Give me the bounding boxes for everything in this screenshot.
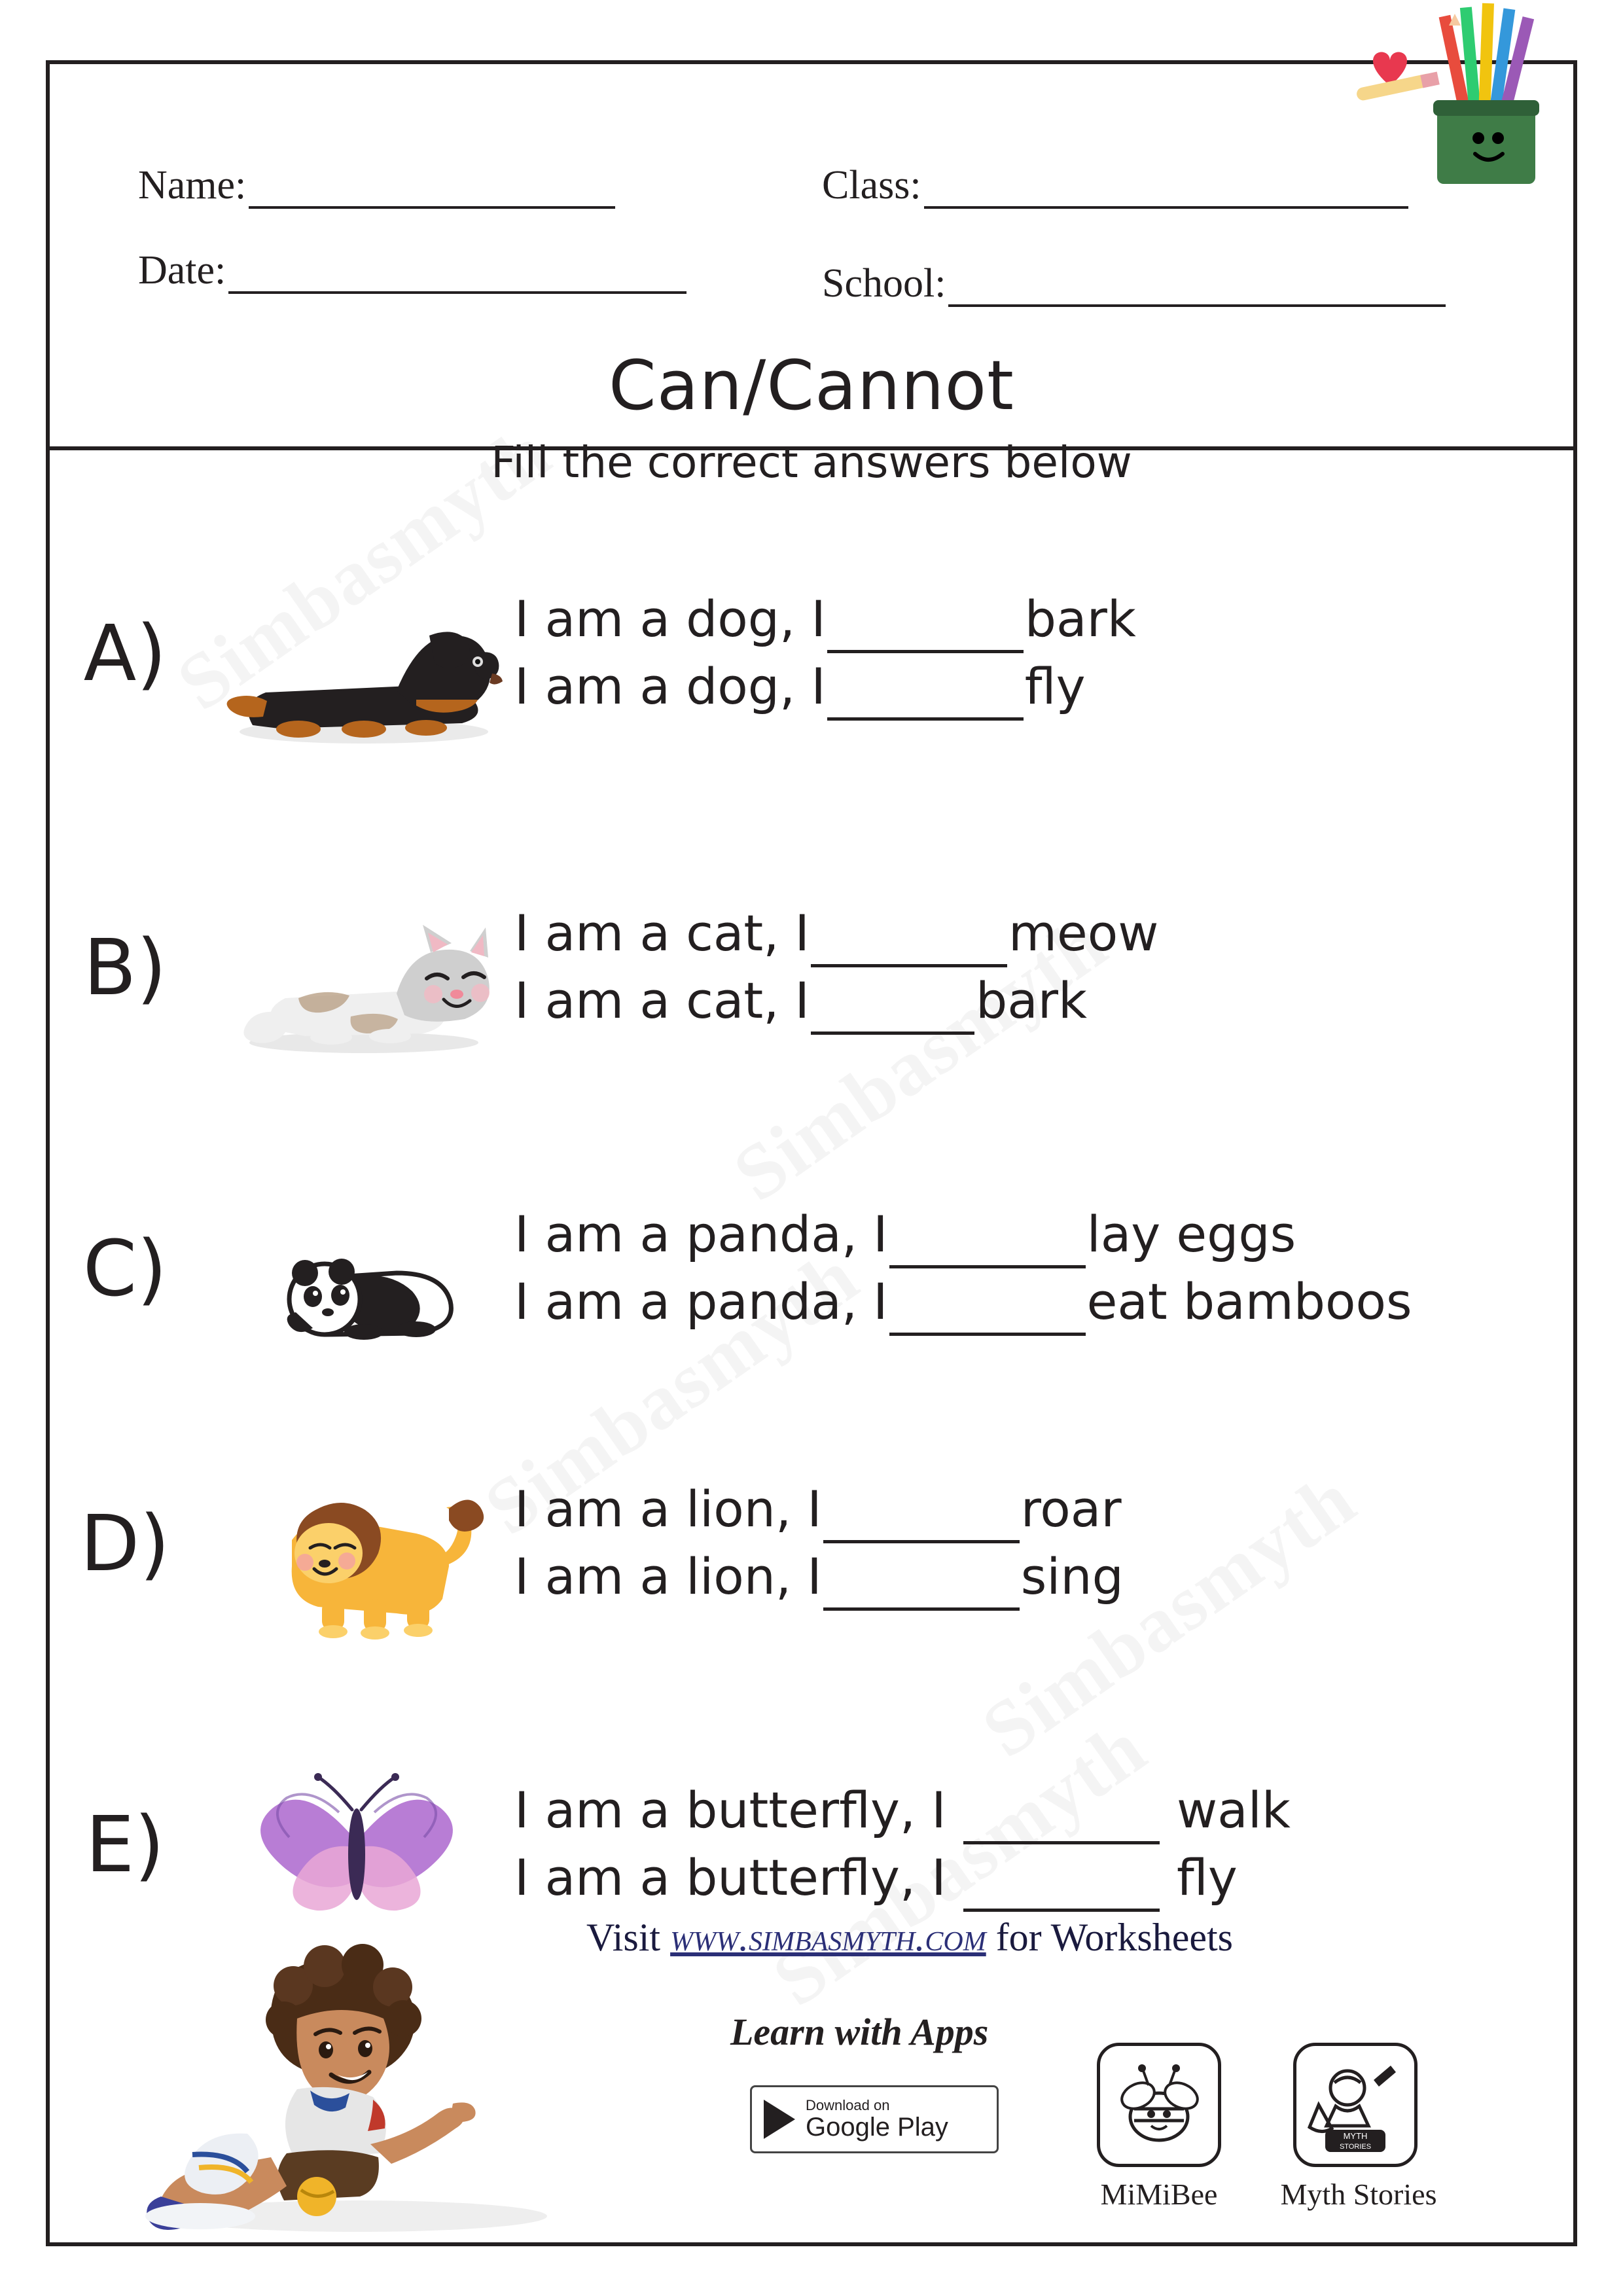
lion-illustration <box>200 1435 508 1651</box>
cat-illustration <box>200 859 508 1075</box>
answer-blank[interactable] <box>963 1810 1160 1844</box>
visit-tail: for Worksheets <box>986 1916 1234 1959</box>
school-label: School: <box>822 261 946 306</box>
myth-badge-line1: MYTH <box>1343 2131 1368 2141</box>
question-letter-e: E) <box>85 1799 165 1890</box>
question-line <box>514 1777 1573 1844</box>
line-suffix: lay eggs <box>1086 1205 1296 1264</box>
line-suffix: meow <box>1008 904 1159 963</box>
myth-stories-app-icon[interactable] <box>1293 2043 1418 2167</box>
name-field[interactable] <box>138 162 615 209</box>
answer-blank[interactable] <box>811 1001 974 1035</box>
line-suffix: eat bamboos <box>1086 1272 1412 1331</box>
question-lines-c <box>508 1201 1573 1335</box>
myth-badge-line2: STORIES <box>1339 2143 1372 2151</box>
question-letter-d: D) <box>80 1498 170 1588</box>
line-prefix: I am a lion, I <box>514 1480 822 1539</box>
page-title: Can/Cannot <box>609 346 1014 425</box>
name-label: Name: <box>138 163 247 207</box>
question-row-a <box>50 522 1573 784</box>
question-row-d <box>50 1412 1573 1674</box>
line-prefix: I am a butterfly, I <box>514 1848 962 1907</box>
answer-blank[interactable] <box>827 687 1024 721</box>
question-lines-d <box>508 1476 1573 1610</box>
question-line <box>514 1268 1573 1336</box>
question-line <box>514 586 1573 653</box>
class-input-rule[interactable] <box>924 176 1408 209</box>
worksheet-header <box>50 64 1573 488</box>
line-prefix: I am a panda, I <box>514 1205 888 1264</box>
answer-blank[interactable] <box>827 619 1024 653</box>
name-input-rule[interactable] <box>249 176 615 209</box>
class-field[interactable] <box>822 162 1408 209</box>
line-prefix: I am a cat, I <box>514 971 810 1030</box>
mimibee-app-icon[interactable] <box>1097 2043 1221 2167</box>
line-prefix: I am a lion, I <box>514 1547 822 1605</box>
line-prefix: I am a panda, I <box>514 1272 888 1331</box>
question-letter-b: B) <box>83 922 167 1013</box>
google-play-button[interactable] <box>750 2085 999 2153</box>
learn-with-apps-label: Learn with Apps <box>730 2011 989 2053</box>
line-suffix: roar <box>1020 1480 1122 1539</box>
line-prefix: I am a butterfly, I <box>514 1781 962 1840</box>
date-field[interactable] <box>138 247 687 294</box>
boy-illustration <box>122 1935 580 2242</box>
line-suffix: bark <box>1024 590 1136 649</box>
question-line <box>514 1476 1573 1543</box>
class-label: Class: <box>822 163 921 207</box>
line-suffix: sing <box>1020 1547 1124 1605</box>
page-subtitle: Fill the correct answers below <box>491 437 1132 488</box>
panda-illustration <box>200 1160 508 1376</box>
question-letter-c: C) <box>82 1223 168 1314</box>
line-suffix: fly <box>1160 1848 1238 1907</box>
question-lines-a <box>508 586 1573 720</box>
line-suffix: fly <box>1024 657 1086 715</box>
line-suffix: walk <box>1160 1781 1291 1840</box>
dog-illustration <box>200 545 508 761</box>
website-link[interactable]: www.simbasmyth.com <box>670 1916 986 1959</box>
line-prefix: I am a dog, I <box>514 657 826 715</box>
google-play-big-label: Google Play <box>806 2112 948 2142</box>
question-line <box>514 653 1573 721</box>
question-row-b <box>50 836 1573 1098</box>
pencil-cup-icon <box>1351 2 1567 218</box>
visit-line <box>586 1915 1233 1960</box>
question-line <box>514 967 1573 1035</box>
answer-blank[interactable] <box>889 1302 1086 1336</box>
question-row-c <box>50 1138 1573 1399</box>
line-prefix: I am a cat, I <box>514 904 810 963</box>
play-triangle-icon <box>764 2100 795 2139</box>
worksheet-footer <box>50 1895 1573 2242</box>
worksheet-page <box>46 60 1577 2246</box>
answer-blank[interactable] <box>811 933 1007 967</box>
visit-lead: Visit <box>586 1916 671 1959</box>
question-line <box>514 1201 1573 1268</box>
school-input-rule[interactable] <box>948 274 1446 307</box>
question-lines-e <box>508 1777 1573 1911</box>
date-input-rule[interactable] <box>228 261 687 294</box>
answer-blank[interactable] <box>823 1509 1020 1543</box>
line-prefix: I am a dog, I <box>514 590 826 649</box>
school-field[interactable] <box>822 260 1446 307</box>
question-letter-a: A) <box>83 608 167 698</box>
question-lines-b <box>508 900 1573 1034</box>
question-line <box>514 1543 1573 1611</box>
question-line <box>514 900 1573 967</box>
line-suffix: bark <box>975 971 1088 1030</box>
myth-stories-app-label: Myth Stories <box>1280 2178 1437 2211</box>
answer-blank[interactable] <box>823 1577 1020 1611</box>
answer-blank[interactable] <box>889 1234 1086 1268</box>
mimibee-app-label: MiMiBee <box>1100 2178 1218 2211</box>
date-label: Date: <box>138 248 226 293</box>
google-play-small-label: Download on <box>806 2097 890 2114</box>
